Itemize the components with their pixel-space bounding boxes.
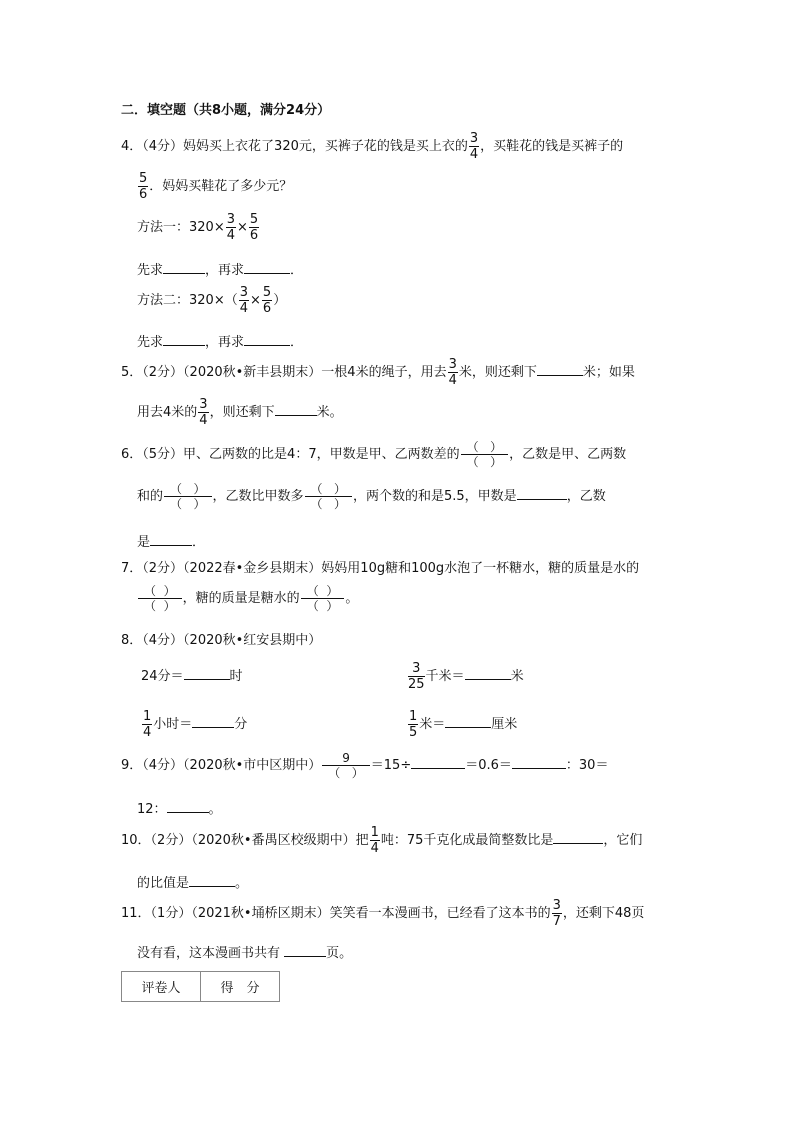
denominator: 4 (448, 373, 457, 388)
numerator: 3 (239, 285, 248, 300)
q5-text: 用去4米的 (137, 405, 198, 420)
q4-method-2 (137, 286, 286, 315)
denominator-blank[interactable]: （ ） (144, 599, 176, 613)
answer-blank[interactable] (275, 404, 317, 416)
q6-text: ，两个数的和是5.5，甲数是 (353, 489, 517, 504)
q5-text: 米；如果 (582, 365, 635, 380)
grader-score-cell: 得 分 (201, 972, 280, 1002)
q6-text: 6．（5分）甲、乙两数的比是4：7，甲数是甲、乙两数差的 (121, 447, 460, 462)
fraction-partial-blank (322, 752, 369, 779)
q4-text: ，买鞋花的钱是买裤子的 (480, 139, 624, 154)
answer-blank[interactable] (184, 668, 230, 680)
question-5-line-2 (137, 398, 343, 427)
question-10-line-1 (121, 826, 642, 855)
denominator: 4 (239, 301, 248, 316)
text: 先求 (137, 263, 164, 278)
numerator-blank[interactable]: （ ） (301, 585, 345, 599)
q8-item-1 (141, 668, 243, 683)
denominator: 6 (249, 228, 259, 243)
question-6-line-3 (137, 534, 205, 549)
q9-text: 。 (208, 802, 222, 817)
fraction (142, 710, 152, 739)
question-5-line-1 (121, 358, 635, 387)
denominator: 5 (409, 725, 418, 740)
fraction (552, 899, 562, 928)
question-4-line-2 (137, 172, 292, 201)
numerator: 1 (370, 825, 379, 840)
answer-blank[interactable] (445, 716, 491, 728)
numerator: 5 (249, 212, 259, 227)
denominator-blank[interactable]: （ ） (306, 599, 339, 613)
q6-text: ，乙数 (566, 489, 606, 504)
q8-item-3 (141, 710, 247, 739)
text: 24分＝ (141, 669, 184, 684)
q6-text: ，乙数是甲、乙两数 (509, 447, 627, 462)
text: 时 (229, 669, 243, 684)
answer-blank[interactable] (284, 945, 326, 957)
question-4-line-1 (121, 132, 623, 161)
grader-table (121, 971, 280, 1002)
numerator: 3 (408, 662, 425, 677)
text: 小时＝ (153, 717, 193, 732)
answer-blank[interactable] (163, 334, 205, 346)
q6-text: 是 (137, 535, 151, 550)
q8-item-2 (407, 662, 524, 691)
fraction (226, 213, 236, 242)
denominator: 4 (199, 413, 208, 428)
denominator: 6 (262, 301, 272, 316)
q10-text: 的比值是 (137, 876, 190, 891)
answer-blank[interactable] (517, 488, 567, 500)
q9-text: ＝0.6＝ (465, 758, 512, 773)
fraction (448, 358, 458, 387)
question-6-line-1 (121, 441, 626, 468)
text: 厘米 (491, 717, 518, 732)
q5-text: 5．（2分）（2020秋•新丰县期末）一根4米的绳子，用去 (121, 365, 447, 380)
question-10-line-2 (137, 875, 248, 890)
method-label: 方法一：320× (137, 220, 225, 235)
q5-text: 米，则还剩下 (458, 365, 537, 380)
q11-text: ，还剩下48页 (562, 906, 645, 921)
denominator: 7 (552, 914, 561, 929)
q6-text: ，乙数比甲数多 (212, 489, 304, 504)
q7-text: 。 (345, 591, 359, 606)
q9-text: 9．（4分）（2020秋•市中区期中） (121, 758, 322, 773)
answer-blank[interactable] (244, 334, 290, 346)
q4-text: ．妈妈买鞋花了多少元？ (149, 179, 293, 194)
q11-text: 11．（1分）（2021秋•埇桥区期末）笑笑看一本漫画书，已经看了这本书的 (121, 906, 551, 921)
fraction (408, 710, 418, 739)
answer-blank[interactable] (465, 668, 511, 680)
answer-blank[interactable] (537, 364, 583, 376)
q10-text: ，它们 (603, 833, 643, 848)
numerator: 9 (322, 752, 369, 766)
q10-text: 吨：75千克化成最简整数比是 (380, 833, 554, 848)
text: 分 (234, 717, 248, 732)
q10-text: 。 (235, 876, 249, 891)
denominator: 4 (469, 147, 479, 162)
q10-text: 10．（2分）（2020秋•番禺区校级期中）把 (121, 833, 369, 848)
question-7-line-2 (137, 585, 358, 612)
times-sign: × (250, 293, 261, 308)
denominator-blank[interactable]: （ ） (328, 766, 364, 780)
q6-text: 和的 (137, 489, 164, 504)
q7-text: ，糖的质量是糖水的 (182, 591, 300, 606)
fraction (469, 132, 479, 161)
text: ） (273, 293, 287, 308)
fraction-blank[interactable] (301, 585, 345, 612)
text: ． (290, 263, 304, 278)
fraction (370, 826, 380, 855)
answer-blank[interactable] (163, 262, 205, 274)
answer-blank[interactable] (411, 757, 465, 769)
answer-blank[interactable] (244, 262, 290, 274)
q5-text: 米。 (316, 405, 343, 420)
q5-text: ，则还剩下 (209, 405, 275, 420)
denominator-blank[interactable]: （ ） (170, 497, 206, 511)
denominator: 25 (408, 677, 425, 692)
question-8-title: 8．（4分）（2020秋•红安县期中） (121, 633, 322, 648)
fraction-blank[interactable] (305, 483, 352, 510)
q9-text: ＝15÷ (370, 758, 412, 773)
q4-method-1 (137, 213, 260, 242)
fraction-blank[interactable] (138, 585, 182, 612)
numerator-blank[interactable]: （ ） (461, 441, 508, 455)
text: ，再求 (205, 335, 245, 350)
numerator: 5 (139, 171, 148, 186)
answer-blank[interactable] (167, 801, 209, 813)
fraction (138, 172, 148, 201)
question-9-line-1 (121, 752, 608, 779)
numerator: 3 (199, 397, 208, 412)
numerator: 1 (409, 709, 418, 724)
q6-text: ． (192, 535, 206, 550)
fraction-blank[interactable] (164, 483, 211, 510)
fraction (239, 286, 249, 315)
numerator: 5 (262, 285, 272, 300)
text: 米＝ (419, 717, 446, 732)
question-11-line-2 (137, 945, 352, 960)
q4-method-1-answer (137, 262, 303, 277)
answer-blank[interactable] (150, 534, 192, 546)
fraction (198, 398, 208, 427)
answer-blank[interactable] (512, 757, 566, 769)
text: 米 (510, 669, 524, 684)
denominator-blank[interactable]: （ ） (310, 497, 346, 511)
denominator: 4 (370, 841, 379, 856)
answer-blank[interactable] (189, 875, 235, 887)
q8-item-4 (407, 710, 517, 739)
q11-text: 页。 (326, 946, 353, 961)
q9-text: ：30＝ (565, 758, 609, 773)
numerator: 3 (469, 131, 479, 146)
fraction-blank[interactable] (461, 441, 508, 468)
denominator: 6 (139, 187, 148, 202)
question-7-line-1: 7．（2分）（2022春•金乡县期末）妈妈用10g糖和100g水泡了一杯糖水，糖的质量是水的 (121, 561, 640, 576)
fraction (408, 662, 425, 691)
numerator-blank[interactable]: （ ） (138, 585, 182, 599)
text: ，再求 (205, 263, 245, 278)
question-9-line-2 (137, 801, 222, 816)
fraction (262, 286, 272, 315)
grader-reviewer-cell: 评卷人 (122, 972, 201, 1002)
text: ． (290, 335, 304, 350)
answer-blank[interactable] (192, 716, 234, 728)
numerator-blank[interactable]: （ ） (305, 483, 352, 497)
q4-method-2-answer (137, 334, 303, 349)
section-title: 二．填空题（共8小题，满分24分） (121, 103, 331, 118)
q11-text: 没有看，这本漫画书共有 (137, 946, 281, 961)
denominator-blank[interactable]: （ ） (466, 455, 503, 469)
question-11-line-1 (121, 899, 644, 928)
answer-blank[interactable] (553, 832, 603, 844)
q9-text: 12： (137, 802, 167, 817)
denominator: 4 (226, 228, 235, 243)
numerator: 3 (448, 357, 457, 372)
q4-text: 4．（4分）妈妈买上衣花了320元，买裤子花的钱是买上衣的 (121, 139, 468, 154)
text: 千米＝ (425, 669, 465, 684)
numerator: 3 (226, 212, 235, 227)
numerator: 3 (552, 898, 561, 913)
numerator-blank[interactable]: （ ） (164, 483, 211, 497)
fraction (249, 213, 259, 242)
method-label: 方法二：320×（ (137, 293, 238, 308)
denominator: 4 (143, 725, 152, 740)
numerator: 1 (143, 709, 152, 724)
question-6-line-2 (137, 483, 606, 510)
text: 先求 (137, 335, 164, 350)
times-sign: × (237, 220, 248, 235)
